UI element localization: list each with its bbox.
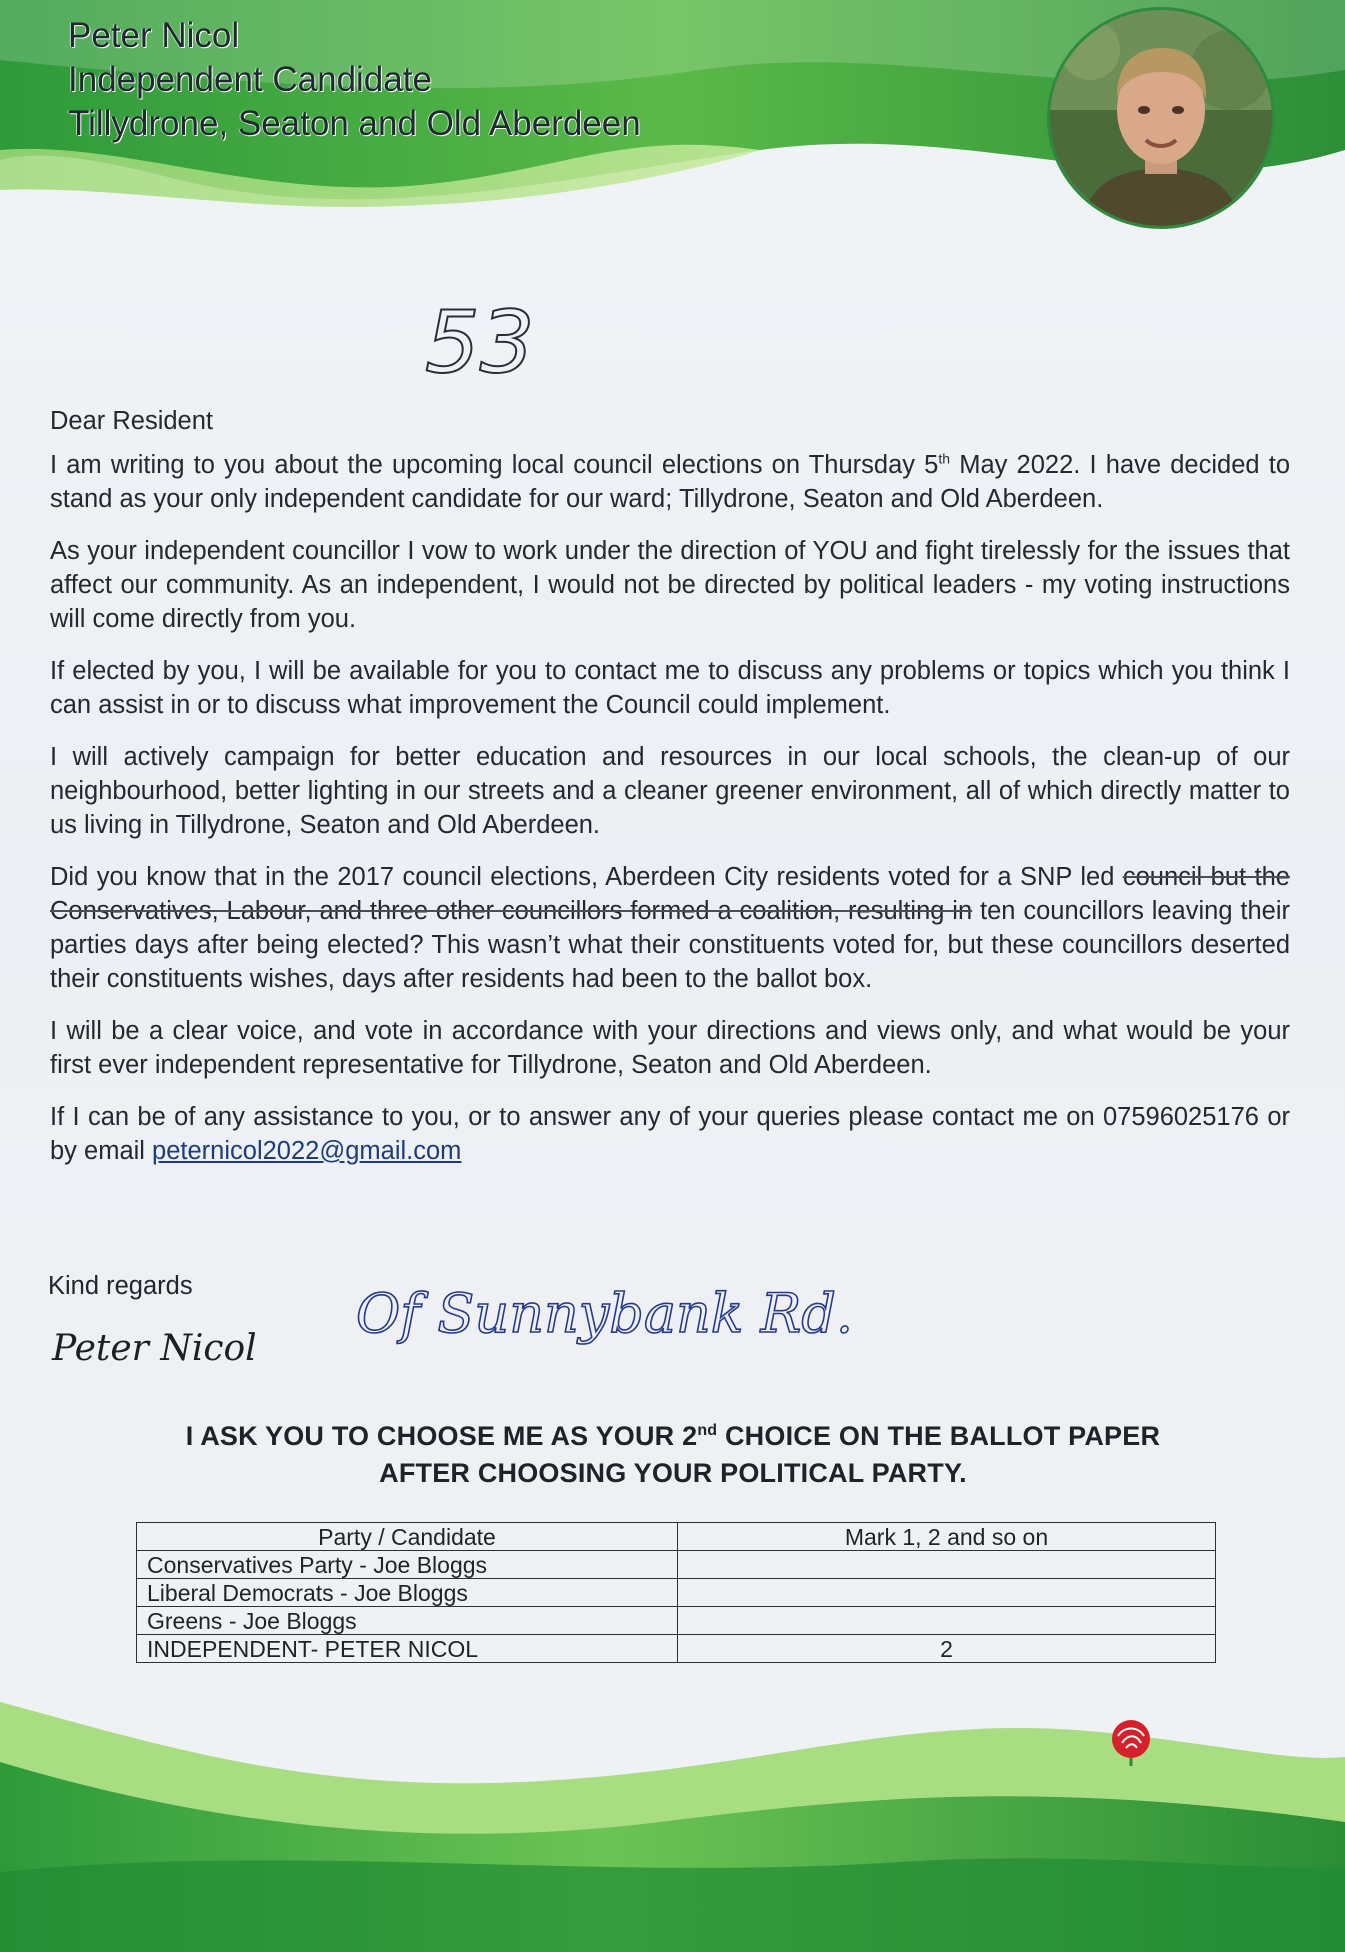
- paragraph-7: If I can be of any assistance to you, or to answer any of your queries please contact me on 07596025176 or by email peternicol2022@gmail.com: [50, 1103, 1290, 1165]
- candidate-cell: INDEPENDENT- PETER NICOL: [137, 1635, 678, 1663]
- rose-icon: [1104, 1716, 1158, 1766]
- table-row: [137, 1579, 1216, 1607]
- candidate-header: [68, 14, 641, 146]
- sample-ballot-table: [136, 1522, 1216, 1663]
- header-candidate: Party / Candidate: [137, 1523, 678, 1551]
- letter-body: [50, 404, 1290, 1186]
- paragraph-5: Did you know that in the 2017 council elections, Aberdeen City residents voted for a SNP led council but the Conservatives, Labour, and three other councillors formed a coalition, resulting in ten councillors leaving their parties days after being elected? This wasn’t what their constituents voted for, but these councillors deserted their constituents wishes, days after residents had been to the ballot box.: [50, 863, 1290, 993]
- paragraph-2: As your independent councillor I vow to work under the direction of YOU and fight tirelessly for the issues that affect our community. As an independent, I would not be directed by political leaders - my voting instructions will come directly from you.: [50, 537, 1290, 633]
- table-row: [137, 1607, 1216, 1635]
- mark-cell: 2: [678, 1635, 1216, 1663]
- mark-cell: [678, 1607, 1216, 1635]
- candidate-name: Peter Nicol: [68, 16, 240, 55]
- mark-cell: [678, 1579, 1216, 1607]
- paragraph-6: I will be a clear voice, and vote in accordance with your directions and views only, and what would be your first ever independent representative for Tillydrone, Seaton and Old Aberdeen.: [50, 1017, 1290, 1079]
- portrait-photo: [1047, 7, 1275, 229]
- salutation: Dear Resident: [50, 407, 213, 435]
- header-mark: Mark 1, 2 and so on: [678, 1523, 1216, 1551]
- paragraph-3: If elected by you, I will be available for you to contact me to discuss any problems or topics which you think I can assist in or to discuss what improvement the Council could implement.: [50, 657, 1290, 719]
- candidate-cell: Greens - Joe Bloggs: [137, 1607, 678, 1635]
- ballot-appeal: I ASK YOU TO CHOOSE ME AS YOUR 2nd CHOICE ON THE BALLOT PAPER AFTER CHOOSING YOUR POLITICAL PARTY.: [185, 1421, 1161, 1488]
- bottom-green-wave: [0, 1672, 1345, 1952]
- struck-through-text: council but the Conservatives, Labour, and three other councillors formed a coalition, resulting in: [50, 863, 1290, 925]
- candidate-role: Independent Candidate: [68, 60, 432, 99]
- table-row: [137, 1635, 1216, 1663]
- candidate-cell: Liberal Democrats - Joe Bloggs: [137, 1579, 678, 1607]
- paragraph-1: I am writing to you about the upcoming local council elections on Thursday 5th May 2022. I have decided to stand as your only independent candidate for our ward; Tillydrone, Seaton and Old Aberdeen.: [50, 450, 1290, 513]
- handwritten-number: [420, 290, 550, 390]
- table-header-row: [137, 1523, 1216, 1551]
- candidate-ward: Tillydrone, Seaton and Old Aberdeen: [68, 104, 641, 143]
- candidate-cell: Conservatives Party - Joe Bloggs: [137, 1551, 678, 1579]
- handwritten-note: [352, 1262, 872, 1392]
- svg-text:Of Sunnybank Rd.: Of Sunnybank Rd.: [356, 1282, 854, 1345]
- mark-cell: [678, 1551, 1216, 1579]
- email-link[interactable]: peternicol2022@gmail.com: [152, 1137, 462, 1165]
- table-row: [137, 1551, 1216, 1579]
- closing: Kind regards: [48, 1272, 193, 1300]
- paragraph-4: I will actively campaign for better education and resources in our local schools, the clean-up of our neighbourhood, better lighting in our streets and a cleaner greener environment, all of which directly matter to us living in Tillydrone, Seaton and Old Aberdeen.: [50, 743, 1290, 839]
- signature: [50, 1318, 310, 1378]
- svg-text:53: 53: [425, 293, 535, 390]
- svg-text:Peter Nicol: Peter Nicol: [52, 1328, 257, 1369]
